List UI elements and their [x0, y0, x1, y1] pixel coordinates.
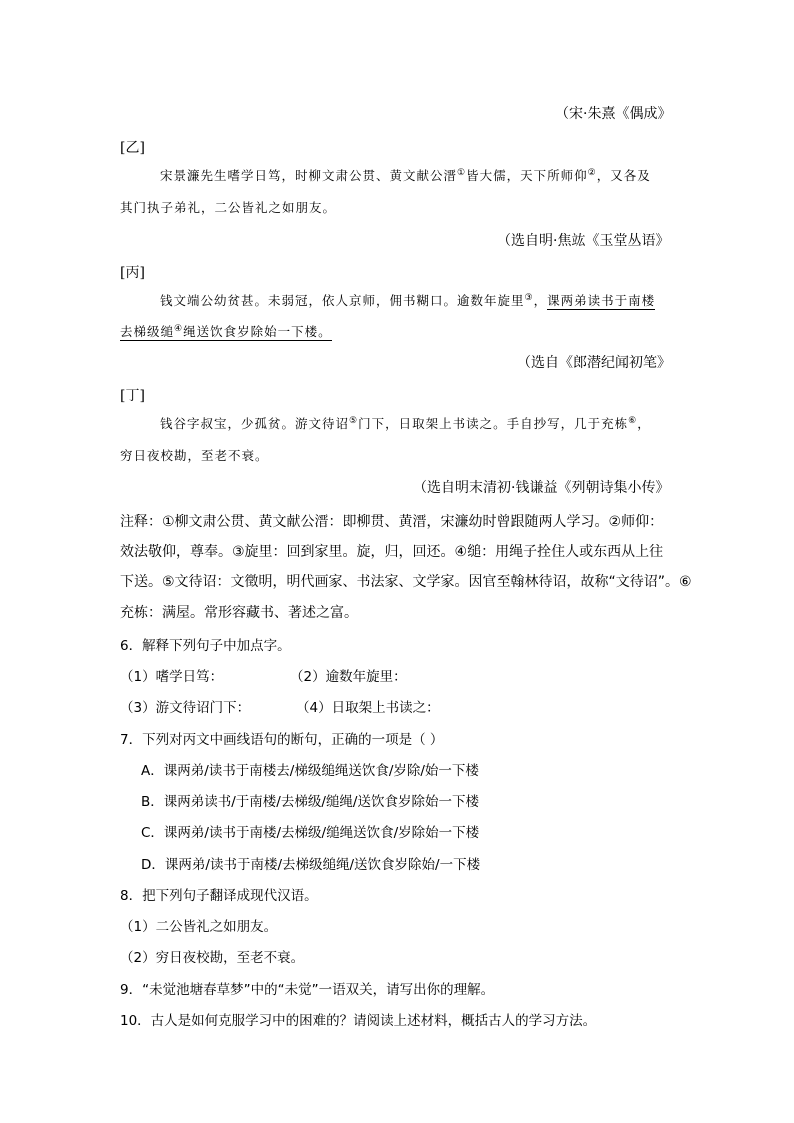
question-7-option-a: A．课两弟/读书于南楼去/梯级缒绳送饮食/岁除/始一下楼: [141, 763, 479, 779]
notes-line-1: 注释：①柳文肃公贯、黄文献公溍：即柳贯、黄溍，宋濂幼时曾跟随两人学习。②师仰：: [120, 514, 664, 530]
passage-yi-line1: [160, 166, 651, 184]
footnote-mark-4: ④: [174, 323, 184, 334]
footnote-mark-3: ③: [524, 292, 534, 303]
question-7: 7．下列对丙文中画线语句的断句，正确的一项是（ ）: [120, 732, 444, 748]
passage-ding-tag: [丁]: [120, 388, 145, 404]
underlined-sentence-part2: [120, 324, 332, 341]
passage-bing-text-c: 去梯级缒: [120, 324, 175, 339]
question-8-item-1: （1）二公皆礼之如朋友。: [120, 919, 278, 935]
question-8: 8．把下列句子翻译成现代汉语。: [120, 888, 318, 904]
passage-yi-text-a: 宋景濂先生嗜学日笃，时柳文肃公贯、黄文献公溍: [160, 168, 458, 183]
passage-bing-text-a: 钱文端公幼贫甚。未弱冠，依人京师，佣书糊口。逾数年旋里: [160, 293, 525, 308]
passage-bing-text-b: ，: [533, 293, 548, 308]
passage-ding-text-a: 钱谷字叔宝，少孤贫。游文待诏: [160, 416, 350, 431]
passage-yi-line2: 其门执子弟礼，二公皆礼之如朋友。: [120, 200, 337, 215]
passage-yi-tag: [乙]: [120, 140, 145, 156]
passage-bing-line2: [120, 322, 332, 340]
question-7-option-c: C．课两弟/读书于南楼/去梯级/缒绳送饮食/岁除始一下楼: [141, 825, 480, 841]
notes-line-4: 充栋：满屋。常形容藏书、著述之富。: [120, 605, 358, 621]
passage-yi-text-b: 皆大儒，天下所师仰: [466, 168, 588, 183]
footnote-mark-5: ⑤: [349, 415, 359, 426]
passage-ding-line2: 穷日夜校勘，至老不衰。: [120, 448, 269, 463]
question-10: 10．古人是如何克服学习中的困难的？请阅读上述材料，概括古人的学习方法。: [120, 1013, 597, 1029]
passage-ding-text-b: 门下，日取架上书读之。手自抄写，几于充栋: [358, 416, 629, 431]
underlined-sentence-part1: 课两弟读书于南楼: [547, 293, 656, 308]
question-9: 9．“未觉池塘春草梦”中的“未觉”一语双关，请写出你的理解。: [120, 982, 495, 998]
source-ding: （选自明末清初·钱谦益《列朝诗集小传》: [413, 480, 670, 496]
notes-line-2: 效法敬仰，尊奉。③旋里：回到家里。旋，归，回还。④缒：用绳子拴住人或东西从上往: [120, 544, 664, 560]
question-7-option-d: D．课两弟/读书于南楼/去梯级缒绳/送饮食岁除始/一下楼: [141, 857, 481, 873]
passage-yi-text-c: ，又各及: [596, 168, 651, 183]
question-6-item-1: （1）嗜学日笃：: [120, 669, 224, 685]
question-6-item-3: （3）游文待诏门下：: [120, 700, 251, 716]
passage-bing-line1: [160, 291, 655, 309]
passage-bing-tag: [丙]: [120, 265, 145, 281]
footnote-mark-2: ②: [587, 167, 597, 178]
passage-ding-text-c: ，: [637, 416, 651, 431]
question-8-item-2: （2）穷日夜校勘，至老不衰。: [120, 950, 305, 966]
passage-ding-line1: [160, 414, 651, 432]
source-yi: （选自明·焦竑《玉堂丛语》: [497, 233, 670, 249]
passage-bing-text-d: 绳送饮食岁除始一下楼。: [183, 324, 332, 339]
footnote-mark-6: ⑥: [628, 415, 638, 426]
question-6: 6．解释下列句子中加点字。: [120, 638, 291, 654]
source-bing: （选自《郎潜纪闻初笔》: [517, 355, 671, 371]
question-7-option-b: B．课两弟读书/于南楼/去梯级/缒绳/送饮食岁除始一下楼: [141, 794, 479, 810]
source-jia: （宋·朱熹《偶成》: [555, 106, 672, 122]
footnote-mark-1: ①: [457, 167, 467, 178]
question-6-item-4: （4）日取架上书读之：: [296, 700, 440, 716]
notes-line-3: 下送。⑤文待诏：文徵明，明代画家、书法家、文学家。因官至翰林待诏，故称“文待诏”。⑥: [120, 574, 692, 590]
question-6-item-2: （2）逾数年旋里：: [290, 669, 407, 685]
